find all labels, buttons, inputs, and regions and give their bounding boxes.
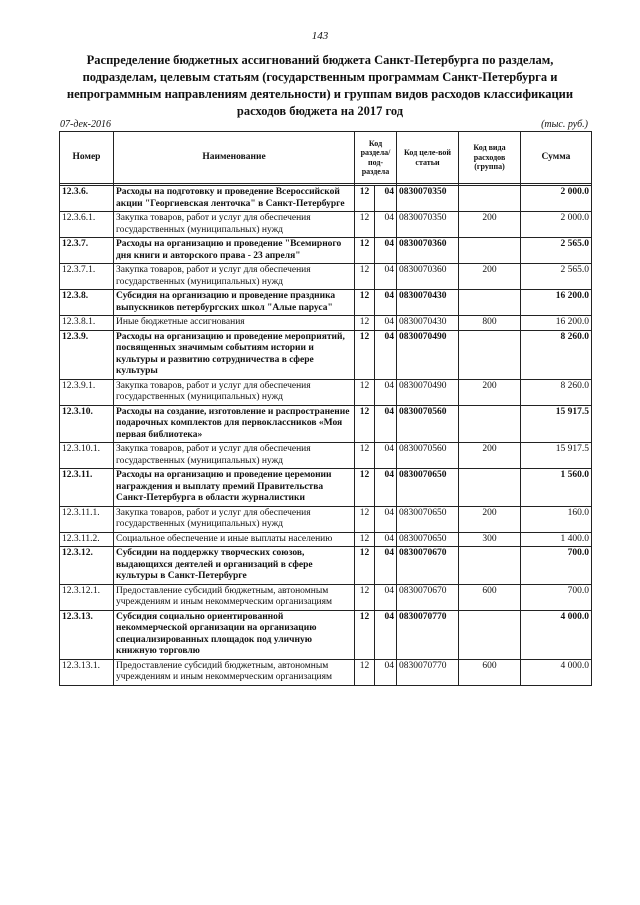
document-title: Распределение бюджетных ассигнований бюджета Санкт-Петербурга по разделам, подразделам, целевым статьям (государственным программам Санкт-Петербурга и непрограммным направлениям деятельности) и группам видов расходов классификации расходов бюджета на 2017 год — [66, 53, 574, 118]
table-row — [60, 532, 592, 547]
header-expense-type: Код вида расходов (группа) — [459, 132, 521, 184]
row-subsection-code: 04 — [375, 659, 397, 685]
row-name: Социальное обеспечение и иные выплаты населению — [114, 532, 355, 547]
row-target-code: 0830070650 — [397, 532, 459, 547]
row-number: 12.3.6. — [60, 186, 114, 212]
table-row — [60, 316, 592, 331]
row-number: 12.3.10. — [60, 405, 114, 443]
row-expense-type: 300 — [459, 532, 521, 547]
row-subsection-code: 04 — [375, 610, 397, 659]
row-sum: 700.0 — [521, 547, 592, 585]
table-row — [60, 506, 592, 532]
row-subsection-code: 04 — [375, 264, 397, 290]
header-number: Номер — [60, 132, 114, 184]
row-name: Предоставление субсидий бюджетным, автономным учреждениям и иным некоммерческим организациям — [114, 659, 355, 685]
row-sum: 1 560.0 — [521, 469, 592, 507]
row-expense-type: 200 — [459, 506, 521, 532]
row-expense-type: 600 — [459, 584, 521, 610]
row-section-code: 12 — [355, 443, 375, 469]
row-subsection-code: 04 — [375, 186, 397, 212]
row-sum: 8 260.0 — [521, 379, 592, 405]
header-section-code: Код раздела/ под-раздела — [355, 132, 397, 184]
header-name: Наименование — [114, 132, 355, 184]
table-row-heading — [60, 547, 592, 585]
row-target-code: 0830070770 — [397, 610, 459, 659]
row-subsection-code: 04 — [375, 532, 397, 547]
header-target-code: Код целе-вой статьи — [397, 132, 459, 184]
row-target-code: 0830070490 — [397, 330, 459, 379]
row-number: 12.3.9. — [60, 330, 114, 379]
row-name: Закупка товаров, работ и услуг для обеспечения государственных (муниципальных) нужд — [114, 379, 355, 405]
row-sum: 8 260.0 — [521, 330, 592, 379]
row-subsection-code: 04 — [375, 469, 397, 507]
row-section-code: 12 — [355, 659, 375, 685]
table-row — [60, 659, 592, 685]
row-target-code: 0830070350 — [397, 186, 459, 212]
row-expense-type: 200 — [459, 264, 521, 290]
row-expense-type — [459, 610, 521, 659]
date-stamp: 07-дек-2016 — [60, 119, 111, 130]
row-expense-type — [459, 547, 521, 585]
row-number: 12.3.8.1. — [60, 316, 114, 331]
row-number: 12.3.7.1. — [60, 264, 114, 290]
row-sum: 2 000.0 — [521, 212, 592, 238]
row-sum: 1 400.0 — [521, 532, 592, 547]
row-section-code: 12 — [355, 330, 375, 379]
header-sum: Сумма — [521, 132, 592, 184]
row-name: Предоставление субсидий бюджетным, автономным учреждениям и иным некоммерческим организациям — [114, 584, 355, 610]
row-target-code: 0830070490 — [397, 379, 459, 405]
row-name: Закупка товаров, работ и услуг для обеспечения государственных (муниципальных) нужд — [114, 443, 355, 469]
table-row-heading — [60, 610, 592, 659]
table-header-row — [60, 132, 592, 184]
row-target-code: 0830070350 — [397, 212, 459, 238]
row-target-code: 0830070650 — [397, 506, 459, 532]
row-subsection-code: 04 — [375, 584, 397, 610]
table-row — [60, 379, 592, 405]
row-sum: 4 000.0 — [521, 659, 592, 685]
table-body — [60, 186, 592, 686]
row-target-code: 0830070670 — [397, 547, 459, 585]
row-subsection-code: 04 — [375, 238, 397, 264]
table-row-heading — [60, 238, 592, 264]
row-sum: 15 917.5 — [521, 405, 592, 443]
row-section-code: 12 — [355, 506, 375, 532]
row-name: Субсидия социально ориентированной некоммерческой организации на организацию специализированных площадок под уличную книжную торговлю — [114, 610, 355, 659]
row-target-code: 0830070560 — [397, 405, 459, 443]
row-sum: 4 000.0 — [521, 610, 592, 659]
row-section-code: 12 — [355, 290, 375, 316]
row-number: 12.3.13. — [60, 610, 114, 659]
row-number: 12.3.12. — [60, 547, 114, 585]
row-target-code: 0830070430 — [397, 316, 459, 331]
row-name: Расходы на организацию и проведение мероприятий, посвященных значимым событиям истории и культуры и развитию сотрудничества в сфере культуры — [114, 330, 355, 379]
row-section-code: 12 — [355, 238, 375, 264]
row-expense-type: 800 — [459, 316, 521, 331]
row-section-code: 12 — [355, 186, 375, 212]
row-section-code: 12 — [355, 405, 375, 443]
table-row — [60, 443, 592, 469]
row-expense-type — [459, 330, 521, 379]
row-sum: 160.0 — [521, 506, 592, 532]
row-name: Субсидия на организацию и проведение праздника выпускников петербургских школ "Алые паруса" — [114, 290, 355, 316]
units-label: (тыс. руб.) — [541, 119, 588, 130]
row-target-code: 0830070650 — [397, 469, 459, 507]
row-section-code: 12 — [355, 547, 375, 585]
table-row-heading — [60, 186, 592, 212]
row-sum: 700.0 — [521, 584, 592, 610]
row-section-code: 12 — [355, 316, 375, 331]
row-subsection-code: 04 — [375, 506, 397, 532]
row-name: Закупка товаров, работ и услуг для обеспечения государственных (муниципальных) нужд — [114, 212, 355, 238]
row-name: Расходы на подготовку и проведение Всероссийской акции "Георгиевская ленточка" в Санкт-Петербурге — [114, 186, 355, 212]
row-expense-type — [459, 290, 521, 316]
table-row-heading — [60, 330, 592, 379]
page-number: 143 — [311, 30, 329, 42]
table-row-heading — [60, 290, 592, 316]
table-row — [60, 264, 592, 290]
row-subsection-code: 04 — [375, 290, 397, 316]
row-expense-type: 200 — [459, 379, 521, 405]
row-section-code: 12 — [355, 610, 375, 659]
row-target-code: 0830070770 — [397, 659, 459, 685]
row-name: Иные бюджетные ассигнования — [114, 316, 355, 331]
row-section-code: 12 — [355, 264, 375, 290]
row-sum: 16 200.0 — [521, 290, 592, 316]
table-row — [60, 584, 592, 610]
row-section-code: 12 — [355, 379, 375, 405]
row-section-code: 12 — [355, 532, 375, 547]
row-name: Расходы на организацию и проведение "Всемирного дня книги и авторского права - 23 апреля" — [114, 238, 355, 264]
row-number: 12.3.7. — [60, 238, 114, 264]
row-expense-type — [459, 186, 521, 212]
row-expense-type — [459, 405, 521, 443]
row-section-code: 12 — [355, 584, 375, 610]
budget-table — [59, 131, 592, 686]
row-target-code: 0830070360 — [397, 264, 459, 290]
row-sum: 2 565.0 — [521, 238, 592, 264]
row-expense-type: 200 — [459, 212, 521, 238]
row-number: 12.3.12.1. — [60, 584, 114, 610]
row-target-code: 0830070360 — [397, 238, 459, 264]
row-expense-type: 600 — [459, 659, 521, 685]
row-subsection-code: 04 — [375, 330, 397, 379]
row-number: 12.3.11. — [60, 469, 114, 507]
row-number: 12.3.6.1. — [60, 212, 114, 238]
row-expense-type — [459, 238, 521, 264]
row-subsection-code: 04 — [375, 379, 397, 405]
row-name: Расходы на организацию и проведение церемонии награждения и выплату премий Правительства Санкт-Петербурга в области журналистики — [114, 469, 355, 507]
row-target-code: 0830070670 — [397, 584, 459, 610]
row-subsection-code: 04 — [375, 405, 397, 443]
row-expense-type: 200 — [459, 443, 521, 469]
row-subsection-code: 04 — [375, 443, 397, 469]
row-target-code: 0830070430 — [397, 290, 459, 316]
row-number: 12.3.8. — [60, 290, 114, 316]
row-sum: 2 565.0 — [521, 264, 592, 290]
row-number: 12.3.11.1. — [60, 506, 114, 532]
row-section-code: 12 — [355, 469, 375, 507]
row-sum: 15 917.5 — [521, 443, 592, 469]
table-row — [60, 212, 592, 238]
row-number: 12.3.13.1. — [60, 659, 114, 685]
row-name: Субсидии на поддержку творческих союзов, выдающихся деятелей и организаций в сфере культуры в Санкт-Петербурге — [114, 547, 355, 585]
row-subsection-code: 04 — [375, 547, 397, 585]
row-number: 12.3.10.1. — [60, 443, 114, 469]
row-number: 12.3.9.1. — [60, 379, 114, 405]
row-expense-type — [459, 469, 521, 507]
row-name: Закупка товаров, работ и услуг для обеспечения государственных (муниципальных) нужд — [114, 506, 355, 532]
row-name: Расходы на создание, изготовление и распространение подарочных комплектов для первоклассников «Моя первая библиотека» — [114, 405, 355, 443]
row-section-code: 12 — [355, 212, 375, 238]
row-sum: 16 200.0 — [521, 316, 592, 331]
row-name: Закупка товаров, работ и услуг для обеспечения государственных (муниципальных) нужд — [114, 264, 355, 290]
row-number: 12.3.11.2. — [60, 532, 114, 547]
row-sum: 2 000.0 — [521, 186, 592, 212]
row-subsection-code: 04 — [375, 316, 397, 331]
table-row-heading — [60, 405, 592, 443]
row-target-code: 0830070560 — [397, 443, 459, 469]
table-row-heading — [60, 469, 592, 507]
row-subsection-code: 04 — [375, 212, 397, 238]
